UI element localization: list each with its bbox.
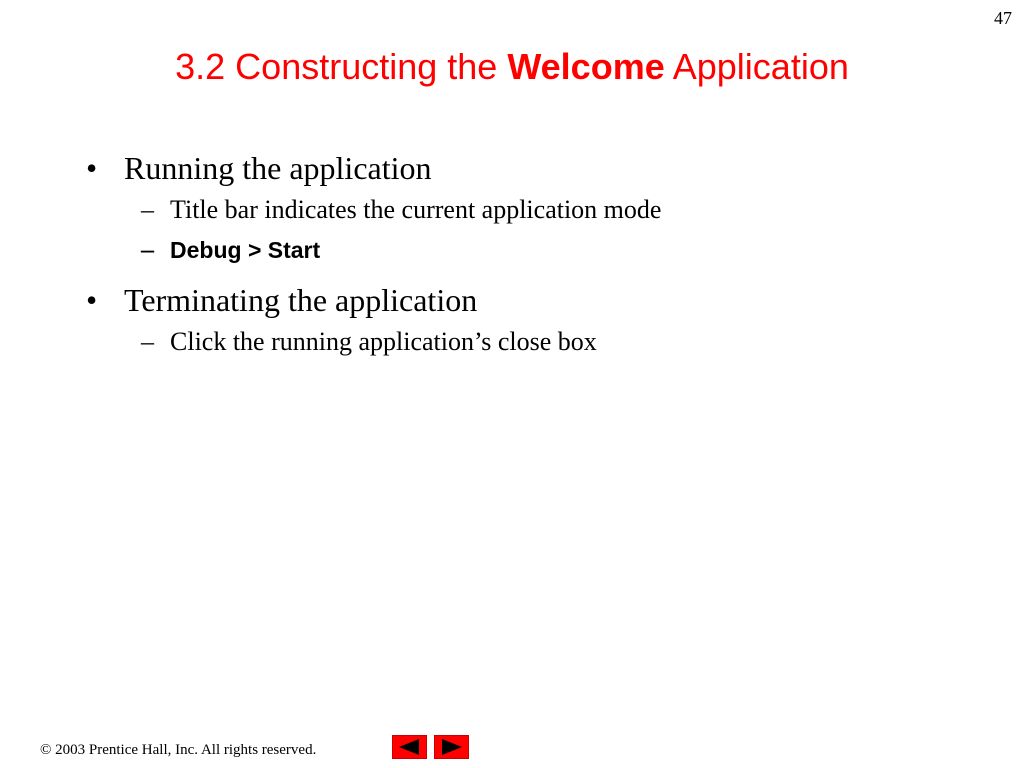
sub-bullet-marker: –	[141, 235, 154, 264]
next-slide-button[interactable]	[434, 735, 469, 759]
bullet-text: Running the application	[124, 150, 432, 186]
sub-bullet-item	[84, 230, 984, 270]
spacer	[84, 270, 984, 278]
title-suffix: Application	[664, 46, 849, 87]
slide-title	[0, 46, 1024, 88]
title-bold: Welcome	[507, 46, 665, 87]
sub-bullet-item	[84, 190, 984, 230]
bullet-list	[84, 146, 984, 362]
title-prefix: 3.2 Constructing the	[175, 46, 508, 87]
bullet-item	[84, 278, 984, 322]
sub-bullet-text: Click the running application’s close box	[170, 327, 597, 356]
sub-bullet-marker: –	[141, 327, 154, 356]
left-arrow-icon	[393, 736, 426, 758]
bullet-text: Terminating the application	[124, 282, 478, 318]
bullet-marker: •	[86, 150, 98, 186]
bullet-marker: •	[86, 282, 98, 318]
sub-bullet-marker: –	[141, 195, 154, 224]
sub-bullet-text: Title bar indicates the current application mode	[170, 195, 662, 224]
previous-slide-button[interactable]	[392, 735, 427, 759]
sub-bullet-text: Debug > Start	[170, 237, 321, 263]
bullet-item	[84, 146, 984, 190]
page-number: 47	[994, 8, 1012, 28]
right-arrow-icon	[435, 736, 468, 758]
copyright-footer: © 2003 Prentice Hall, Inc. All rights reserved.	[40, 742, 317, 758]
sub-bullet-item	[84, 322, 984, 362]
